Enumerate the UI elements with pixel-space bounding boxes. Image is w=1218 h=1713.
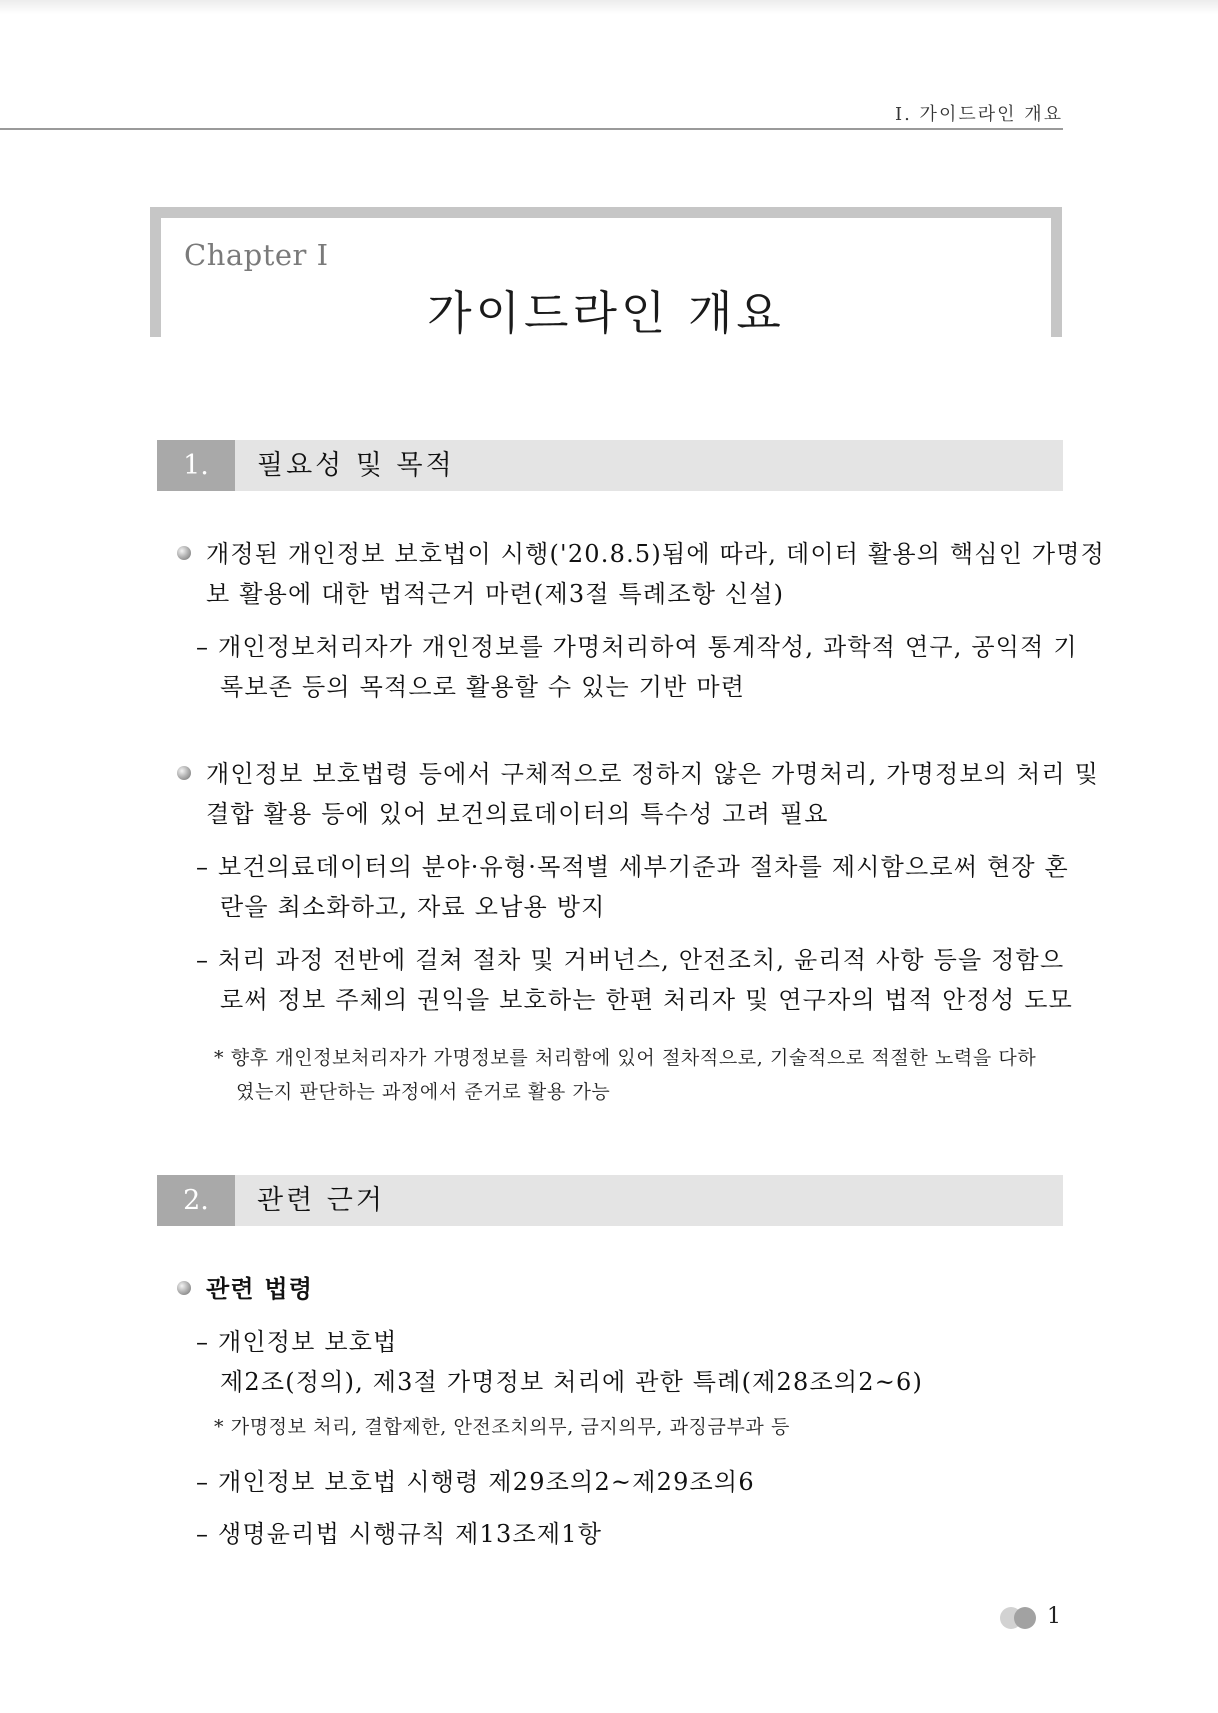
section-number-1: 1.: [157, 440, 235, 491]
top-shade: [0, 0, 1218, 14]
page-marker-icon: [1014, 1607, 1036, 1629]
bullet-icon: [177, 766, 191, 780]
dash-item-line: 제2조(정의), 제3절 가명정보 처리에 관한 특례(제28조의2~6): [220, 1368, 924, 1396]
page-number: 1: [1047, 1604, 1061, 1629]
footnote-line: * 가명정보 처리, 결합제한, 안전조치의무, 금지의무, 과징금부과 등: [214, 1416, 790, 1438]
dash-item-line: – 보건의료데이터의 분야·유형·목적별 세부기준과 절차를 제시함으로써 현장 혼: [196, 853, 1069, 881]
dash-item-line: – 생명윤리법 시행규칙 제13조제1항: [196, 1520, 603, 1548]
dash-item-line: – 개인정보 보호법 시행령 제29조의2~제29조의6: [196, 1468, 755, 1496]
footnote-line: 였는지 판단하는 과정에서 준거로 활용 가능: [236, 1081, 611, 1103]
dash-item-line: 록보존 등의 목적으로 활용할 수 있는 기반 마련: [220, 673, 746, 701]
chapter-label: Chapter Ⅰ: [184, 238, 329, 272]
dash-item-line: – 개인정보 보호법: [196, 1328, 398, 1356]
paragraph-line: 개정된 개인정보 보호법이 시행('20.8.5)됨에 따라, 데이터 활용의 핵심인 가명정: [206, 540, 1106, 568]
footnote-line: * 향후 개인정보처리자가 가명정보를 처리함에 있어 절차적으로, 기술적으로 적절한 노력을 다하: [214, 1047, 1037, 1069]
header-rule: [0, 128, 1063, 130]
bullet-icon: [177, 546, 191, 560]
dash-item-line: 로써 정보 주체의 권익을 보호하는 한편 처리자 및 연구자의 법적 안정성 도모: [220, 986, 1074, 1014]
section-title-1: 필요성 및 목적: [257, 450, 455, 481]
paragraph-line: 결합 활용 등에 있어 보건의료데이터의 특수성 고려 필요: [206, 800, 829, 828]
section-number-2: 2.: [157, 1175, 235, 1226]
dash-item-line: – 개인정보처리자가 개인정보를 가명처리하여 통계작성, 과학적 연구, 공익적 기: [196, 633, 1078, 661]
section-title-2: 관련 근거: [257, 1185, 385, 1216]
paragraph-line: 개인정보 보호법령 등에서 구체적으로 정하지 않은 가명처리, 가명정보의 처리 및: [206, 760, 1099, 788]
dash-item-line: – 처리 과정 전반에 걸쳐 절차 및 거버넌스, 안전조치, 윤리적 사항 등을 정함으: [196, 946, 1065, 974]
bullet-icon: [177, 1281, 191, 1295]
chapter-title: 가이드라인 개요: [427, 286, 785, 340]
running-header: Ⅰ. 가이드라인 개요: [895, 104, 1063, 125]
dash-item-line: 란을 최소화하고, 자료 오남용 방지: [220, 893, 606, 921]
paragraph-line: 보 활용에 대한 법적근거 마련(제3절 특례조항 신설): [206, 580, 785, 608]
subheading: 관련 법령: [206, 1274, 314, 1303]
